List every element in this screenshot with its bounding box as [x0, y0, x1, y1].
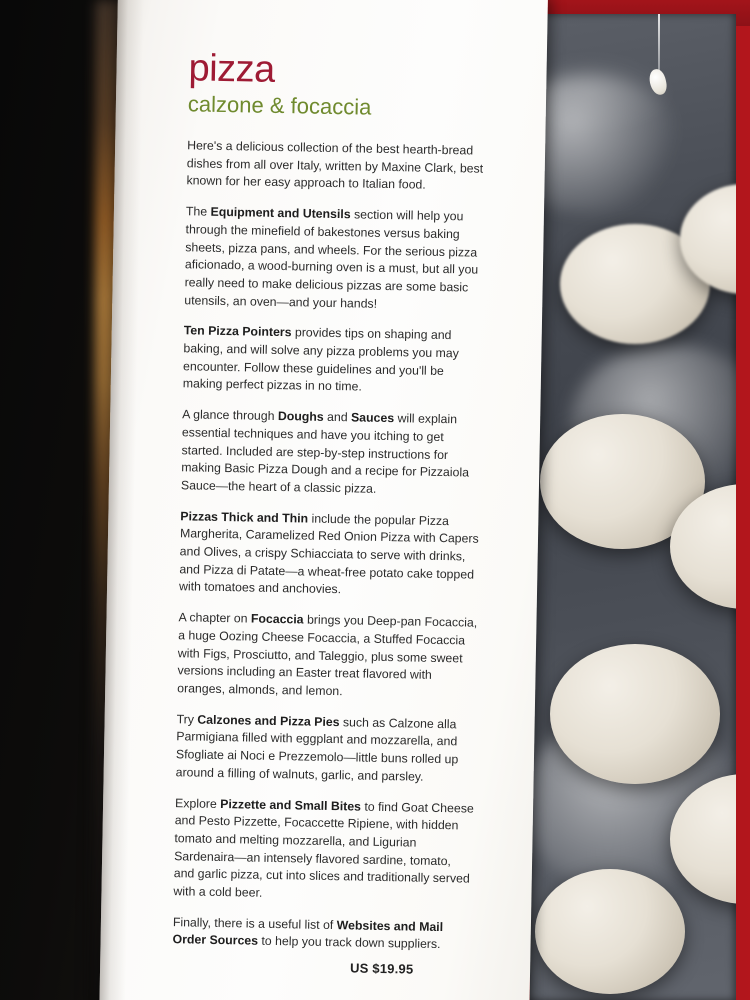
dough-ball	[535, 869, 685, 994]
blurb-emphasis: Pizzas Thick and Thin	[180, 508, 309, 526]
blurb-paragraph-thick-thin	[179, 508, 481, 602]
dough-ball	[550, 644, 720, 784]
blurb-text: will explain essential techniques and have you itching to get started. Included are step-by-step instructions for making Basic Pizza Dough and a recipe for Pizzaiola Sauce—the heart of a classic pizza.	[180, 411, 470, 496]
blurb-paragraph-calzones	[176, 711, 477, 787]
flour-dust	[530, 74, 680, 214]
blurb-text: such as Calzone alla Parmigiana filled with eggplant and mozzarella, and Sfogliate ai Noci e Prezzemolo—little buns rolled up around a filling of walnuts, garlic, and parsley.	[175, 714, 459, 784]
blurb-emphasis: Sauces	[350, 410, 395, 426]
blurb-list	[172, 137, 487, 954]
blurb-text: A chapter on	[178, 610, 252, 626]
blurb-paragraph-pizzette	[173, 795, 475, 907]
page-subtitle: calzone & focaccia	[187, 91, 372, 120]
blurb-text: The	[185, 204, 211, 219]
page-title: pizza	[188, 47, 276, 91]
blurb-emphasis: Equipment and Utensils	[210, 204, 351, 222]
blurb-emphasis: Pizzette and Small Bites	[220, 796, 362, 814]
blurb-paragraph-websites	[172, 914, 473, 955]
blurb-paragraph-intro	[186, 137, 487, 196]
blurb-emphasis: Doughs	[277, 409, 324, 424]
blurb-emphasis: Ten Pizza Pointers	[183, 323, 292, 340]
blurb-text: include the popular Pizza Margherita, Caramelized Red Onion Pizza with Capers and Olives, a crispy Schiacciata to serve with drinks, and Pizza di Patate—a wheat-free potato cake topped with tomatoes and anchovies.	[178, 511, 479, 597]
blurb-emphasis: Websites and Mail Order Sources	[172, 917, 444, 949]
blurb-text: and	[323, 409, 352, 425]
price-label: US $19.95	[349, 960, 414, 977]
blurb-paragraph-doughs	[181, 406, 483, 500]
blurb-text: Here's a delicious collection of the best hearth-bread dishes from all over Italy, written by Maxine Clark, best known for her easy approach to Italian food.	[186, 138, 484, 193]
blurb-paragraph-equipment	[184, 203, 486, 315]
cover-photograph	[530, 14, 736, 1000]
back-cover-text-block	[172, 49, 489, 967]
blurb-text: Finally, there is a useful list of	[172, 914, 337, 932]
blurb-text: A glance through	[182, 407, 279, 424]
blurb-text: to help you track down suppliers.	[257, 934, 441, 952]
back-cover-page	[99, 0, 548, 1000]
blurb-text: section will help you through the minefield of bakestones versus baking sheets, pizza pans, and wheels. For the serious pizza aficionado, a wood-burning oven is a must, but all you really need to make delicious pizzas are some basic utensils, an oven—and your hands!	[184, 207, 479, 311]
blurb-emphasis: Focaccia	[250, 611, 304, 627]
blurb-paragraph-focaccia	[177, 609, 479, 703]
blurb-text: Explore	[174, 795, 221, 811]
blurb-text: brings you Deep-pan Focaccia, a huge Oozing Cheese Focaccia, a Stuffed Focaccia with Figs, Prosciutto, and Taleggio, plus some sweet versions including an Easter treat flavored with oranges, almonds, and lemon.	[177, 612, 478, 699]
blurb-paragraph-pointers	[183, 323, 484, 399]
hanging-dough-thread	[658, 14, 660, 76]
blurb-text: Try	[176, 711, 198, 727]
blurb-text: to find Goat Cheese and Pesto Pizzette, Focaccette Ripiene, with hidden tomato and melting mozzarella, and Ligurian Sardenaira—an intensely flavored sardine, tomato, and garlic pizza, cut into slices and traditionally served with a cold beer.	[173, 799, 474, 900]
blurb-emphasis: Calzones and Pizza Pies	[197, 712, 340, 729]
blurb-text: provides tips on shaping and baking, and will solve any pizza problems you may encounter. Follow these guidelines and you'll be making perfect pizzas in no time.	[182, 325, 459, 394]
